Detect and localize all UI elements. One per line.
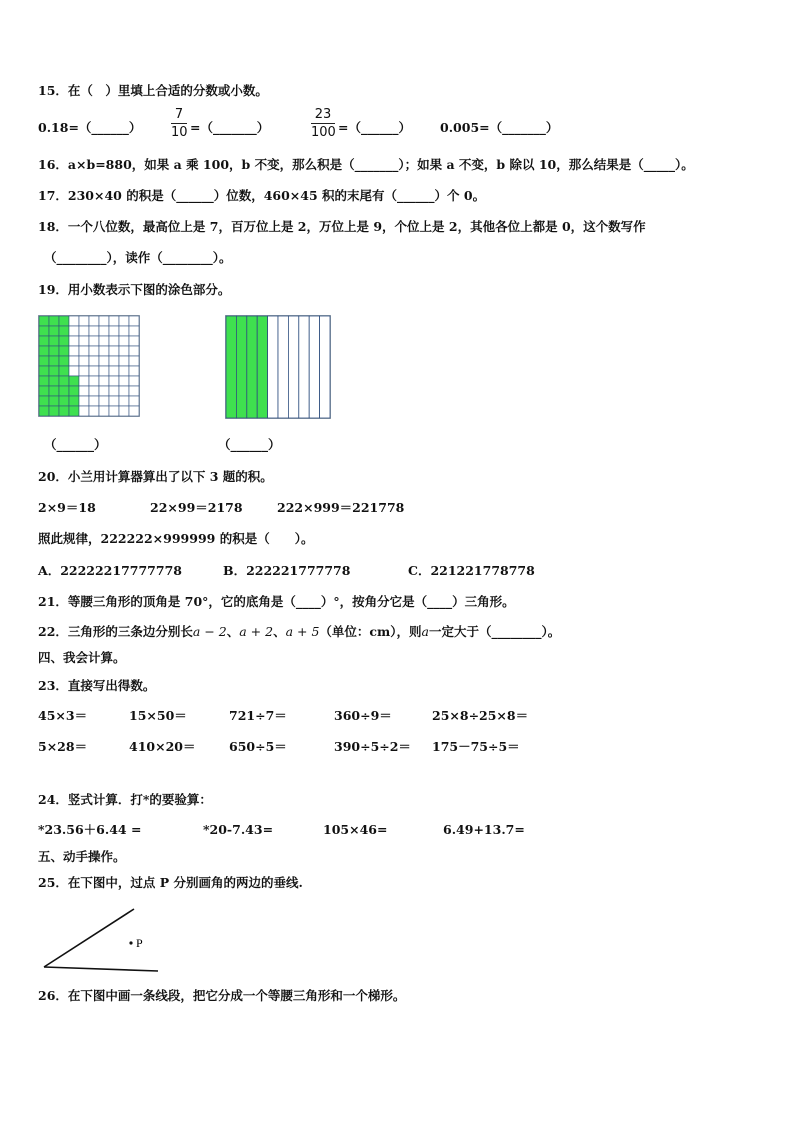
grid-cell (119, 406, 129, 416)
grid-cell-shaded (49, 356, 59, 366)
grid-cell (119, 316, 129, 326)
fraction-denominator: 10 (171, 125, 188, 140)
grid-cell-shaded (59, 336, 69, 346)
grid-cell-shaded (69, 406, 79, 416)
q24-text: 24．竖式计算．打*的要验算： (38, 792, 212, 807)
q19-text: 19．用小数表示下图的涂色部分。 (38, 282, 231, 297)
fraction-denominator: 100 (311, 125, 336, 140)
grid-cell (99, 316, 109, 326)
q24-item4: 6.49+13.7= (443, 822, 525, 837)
grid-cell (99, 346, 109, 356)
grid-cell (119, 386, 129, 396)
grid-cell-shaded (69, 396, 79, 406)
grid-cell (79, 376, 89, 386)
grid-cell (99, 336, 109, 346)
grid-cell (69, 356, 79, 366)
grid-cell (79, 316, 89, 326)
grid-cell (129, 406, 139, 416)
grid-cell (79, 386, 89, 396)
grid-cell-shaded (39, 316, 49, 326)
grid-cell (99, 366, 109, 376)
strip (278, 316, 288, 418)
grid-cell (69, 336, 79, 346)
q20-example1: 2×9＝18 (38, 500, 96, 515)
angle-figure (38, 905, 168, 975)
grid-cell (99, 356, 109, 366)
grid-cell (69, 316, 79, 326)
grid-cell-shaded (49, 396, 59, 406)
grid-cell (119, 366, 129, 376)
q21-text: 21．等腰三角形的顶角是 70°，它的底角是（____）°，按角分它是（____）三角形。 (38, 594, 515, 609)
grid-cell (119, 346, 129, 356)
angle-lower-ray (44, 967, 158, 971)
grid-cell (89, 346, 99, 356)
grid-cell-shaded (49, 376, 59, 386)
q24-item2: *20-7.43= (203, 822, 274, 837)
fraction-bar (171, 123, 187, 124)
grid-cell (69, 346, 79, 356)
q22-sep1: 、 (226, 624, 240, 639)
strip (299, 316, 309, 418)
grid-cell-shaded (59, 396, 69, 406)
grid-cell-shaded (59, 366, 69, 376)
grid-cell-shaded (39, 346, 49, 356)
q22-unit: （单位：cm），则 (319, 624, 422, 639)
q22-side3: a + 5 (285, 624, 320, 639)
q23-r1-c2: 15×50＝ (129, 708, 187, 723)
grid-cell-shaded (39, 406, 49, 416)
q23-text: 23．直接写出得数。 (38, 678, 156, 693)
q15-fraction-7-10 (171, 107, 187, 140)
q20-rule: 照此规律，222222×999999 的积是（ ）。 (38, 531, 314, 546)
grid-cell (129, 366, 139, 376)
grid-cell-shaded (59, 386, 69, 396)
q25-text: 25．在下图中，过点 P 分别画角的两边的垂线. (38, 875, 303, 890)
q20-text: 20．小兰用计算器算出了以下 3 题的积。 (38, 469, 273, 484)
grid-cell (79, 356, 89, 366)
point-p (129, 941, 132, 944)
grid-cell (109, 326, 119, 336)
grid-cell-shaded (59, 356, 69, 366)
q22-prefix: 22．三角形的三条边分别长 (38, 624, 193, 639)
grid-cell (129, 396, 139, 406)
grid-cell (79, 326, 89, 336)
grid-cell (109, 386, 119, 396)
q20-option-b: B．222221777778 (223, 563, 351, 578)
grid-cell (89, 356, 99, 366)
grid-cell (129, 326, 139, 336)
ten-strips-figure (225, 315, 331, 419)
grid-cell (109, 396, 119, 406)
grid-cell-shaded (39, 366, 49, 376)
q22-variable: a (421, 624, 429, 639)
grid-cell (89, 336, 99, 346)
strip (309, 316, 319, 418)
grid-cell (119, 396, 129, 406)
grid-cell (99, 386, 109, 396)
grid-cell (89, 366, 99, 376)
q23-r2-c5: 175－75÷5＝ (432, 739, 520, 754)
q23-r1-c3: 721÷7＝ (229, 708, 287, 723)
grid-cell-shaded (49, 346, 59, 356)
q23-r2-c3: 650÷5＝ (229, 739, 287, 754)
grid-cell-shaded (59, 326, 69, 336)
q23-r2-c4: 390÷5÷2＝ (334, 739, 411, 754)
grid-cell (119, 326, 129, 336)
q15-text: 15．在（ ）里填上合适的分数或小数。 (38, 83, 268, 98)
fraction-numerator: 7 (174, 107, 184, 122)
grid-cell (89, 316, 99, 326)
strip-shaded (226, 316, 236, 418)
grid-cell (109, 346, 119, 356)
grid-cell-shaded (49, 316, 59, 326)
grid-cell (119, 336, 129, 346)
grid-cell (89, 376, 99, 386)
q20-example3: 222×999＝221778 (277, 500, 405, 515)
grid-cell (119, 356, 129, 366)
q23-r2-c2: 410×20＝ (129, 739, 196, 754)
grid-cell (89, 396, 99, 406)
grid-cell (129, 336, 139, 346)
section-5-heading: 五、动手操作。 (38, 849, 126, 864)
grid-cell-shaded (39, 376, 49, 386)
q20-option-c: C．221221778778 (408, 563, 535, 578)
q15-fraction1-blank: =（_______） (190, 120, 270, 135)
q23-r2-c1: 5×28＝ (38, 739, 88, 754)
strip (288, 316, 298, 418)
grid-cell (79, 366, 89, 376)
fraction-bar (311, 123, 335, 124)
q17-text: 17．230×40 的积是（______）位数，460×45 积的末尾有（______）个 0。 (38, 188, 486, 203)
grid-cell (109, 376, 119, 386)
grid-cell (99, 406, 109, 416)
q24-item3: 105×46= (323, 822, 388, 837)
grid-cell (69, 326, 79, 336)
grid-cell-shaded (59, 376, 69, 386)
grid-cell-shaded (49, 326, 59, 336)
q23-r1-c5: 25×8÷25×8＝ (432, 708, 529, 723)
grid-cell (109, 366, 119, 376)
grid-cell-shaded (39, 386, 49, 396)
grid-cell (109, 316, 119, 326)
grid-cell (129, 386, 139, 396)
grid-cell-shaded (39, 336, 49, 346)
grid-cell (69, 366, 79, 376)
grid-cell (79, 396, 89, 406)
section-4-heading: 四、我会计算。 (38, 650, 126, 665)
q22-sep2: 、 (273, 624, 286, 639)
grid-cell (129, 316, 139, 326)
grid-cell (119, 376, 129, 386)
strip (268, 316, 278, 418)
grid-cell (79, 346, 89, 356)
q15-fraction-23-100 (311, 107, 335, 140)
q16-text: 16．a×b=880，如果 a 乘 100，b 不变，那么积是（_______）；如果 a 不变，b 除以 10，那么结果是（_____）。 (38, 157, 694, 172)
q22-side2: a + 2 (239, 624, 274, 639)
grid-cell-shaded (49, 386, 59, 396)
q22-side1: a − 2 (192, 624, 227, 639)
grid-cell (79, 406, 89, 416)
grid-cell-shaded (59, 406, 69, 416)
strip (320, 316, 330, 418)
grid-cell (109, 356, 119, 366)
grid-cell (79, 336, 89, 346)
q23-r1-c4: 360÷9＝ (334, 708, 392, 723)
q15-decimal2-blank: 0.005=（_______） (440, 120, 559, 135)
grid-cell (99, 376, 109, 386)
q23-r1-c1: 45×3＝ (38, 708, 88, 723)
grid-cell-shaded (39, 396, 49, 406)
grid-cell (129, 356, 139, 366)
grid-cell-shaded (39, 356, 49, 366)
grid-cell-shaded (59, 346, 69, 356)
grid-cell (89, 326, 99, 336)
grid-cell (129, 346, 139, 356)
grid-cell (89, 386, 99, 396)
grid-cell-shaded (69, 386, 79, 396)
q20-option-a: A．22222217777778 (38, 563, 182, 578)
q19-blank1: （______） (44, 437, 107, 452)
strip-shaded (257, 316, 267, 418)
q18-line2: （________），读作（________）。 (44, 250, 232, 265)
grid-cell (109, 336, 119, 346)
strip-shaded (247, 316, 257, 418)
q18-line1: 18．一个八位数，最高位上是 7，百万位上是 2，万位上是 9，个位上是 2，其他各位上都是 0，这个数写作 (38, 219, 646, 234)
grid-cell (99, 396, 109, 406)
q19-blank2: （______） (218, 437, 281, 452)
hundred-grid-figure (38, 315, 140, 417)
grid-cell-shaded (49, 336, 59, 346)
angle-upper-ray (44, 909, 134, 967)
q22-line (38, 624, 560, 640)
grid-cell-shaded (49, 366, 59, 376)
strip-shaded (236, 316, 246, 418)
grid-cell (129, 376, 139, 386)
q15-decimal-blank: 0.18=（______） (38, 120, 142, 135)
q15-fraction2-blank: =（______） (338, 120, 411, 135)
grid-cell (89, 406, 99, 416)
grid-cell (99, 326, 109, 336)
point-p-label: P (136, 936, 143, 950)
grid-cell-shaded (69, 376, 79, 386)
fraction-numerator: 23 (314, 107, 332, 122)
grid-cell-shaded (39, 326, 49, 336)
q26-text: 26．在下图中画一条线段，把它分成一个等腰三角形和一个梯形。 (38, 988, 406, 1003)
grid-cell (109, 406, 119, 416)
grid-cell-shaded (59, 316, 69, 326)
q24-item1: *23.56＋6.44 = (38, 822, 142, 837)
q22-suffix: 一定大于（________）。 (428, 624, 561, 639)
q20-example2: 22×99＝2178 (150, 500, 243, 515)
grid-cell-shaded (49, 406, 59, 416)
